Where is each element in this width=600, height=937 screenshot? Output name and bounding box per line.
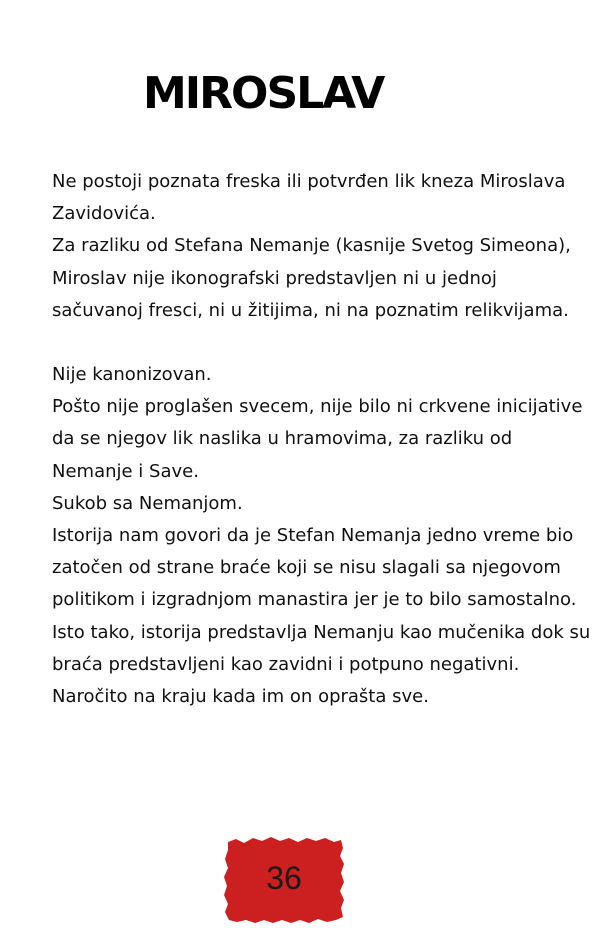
paragraph: Nije kanonizovan.	[52, 364, 212, 386]
paragraph: Isto tako, istorija predstavlja Nemanju kao mučenika dok su braća predstavljeni kao zavidni i potpuno negativni. Naročito na kraju kada im on oprašta sve.	[52, 621, 591, 708]
page-number: 36	[266, 860, 302, 896]
paragraph: Istorija nam govori da je Stefan Nemanja jedno vreme bio zatočen od strane braće koji se nisu slagali sa njegovom politikom i izgradnjom manastira jer je to bilo samostalno.	[52, 525, 577, 611]
page-title: MIROSLAV	[143, 68, 384, 119]
paragraph-gap	[52, 327, 592, 359]
paragraph: Ne postoji poznata freska ili potvrđen lik kneza Miroslava Zavidovića.	[52, 171, 566, 225]
paragraph: Sukob sa Nemanjom.	[52, 492, 243, 514]
paragraph: Pošto nije proglašen svecem, nije bilo ni crkvene inicijative da se njegov lik naslika u hramovima, za razliku od Nemanje i Save.	[52, 396, 583, 482]
paragraph: Za razliku od Stefana Nemanje (kasnije Svetog Simeona), Miroslav nije ikonografski predstavljen ni u jednoj sačuvanoj fresci, ni u žitijima, ni na poznatim relikvijama.	[52, 235, 571, 321]
body-text	[52, 166, 592, 713]
page-number-badge	[222, 836, 346, 924]
